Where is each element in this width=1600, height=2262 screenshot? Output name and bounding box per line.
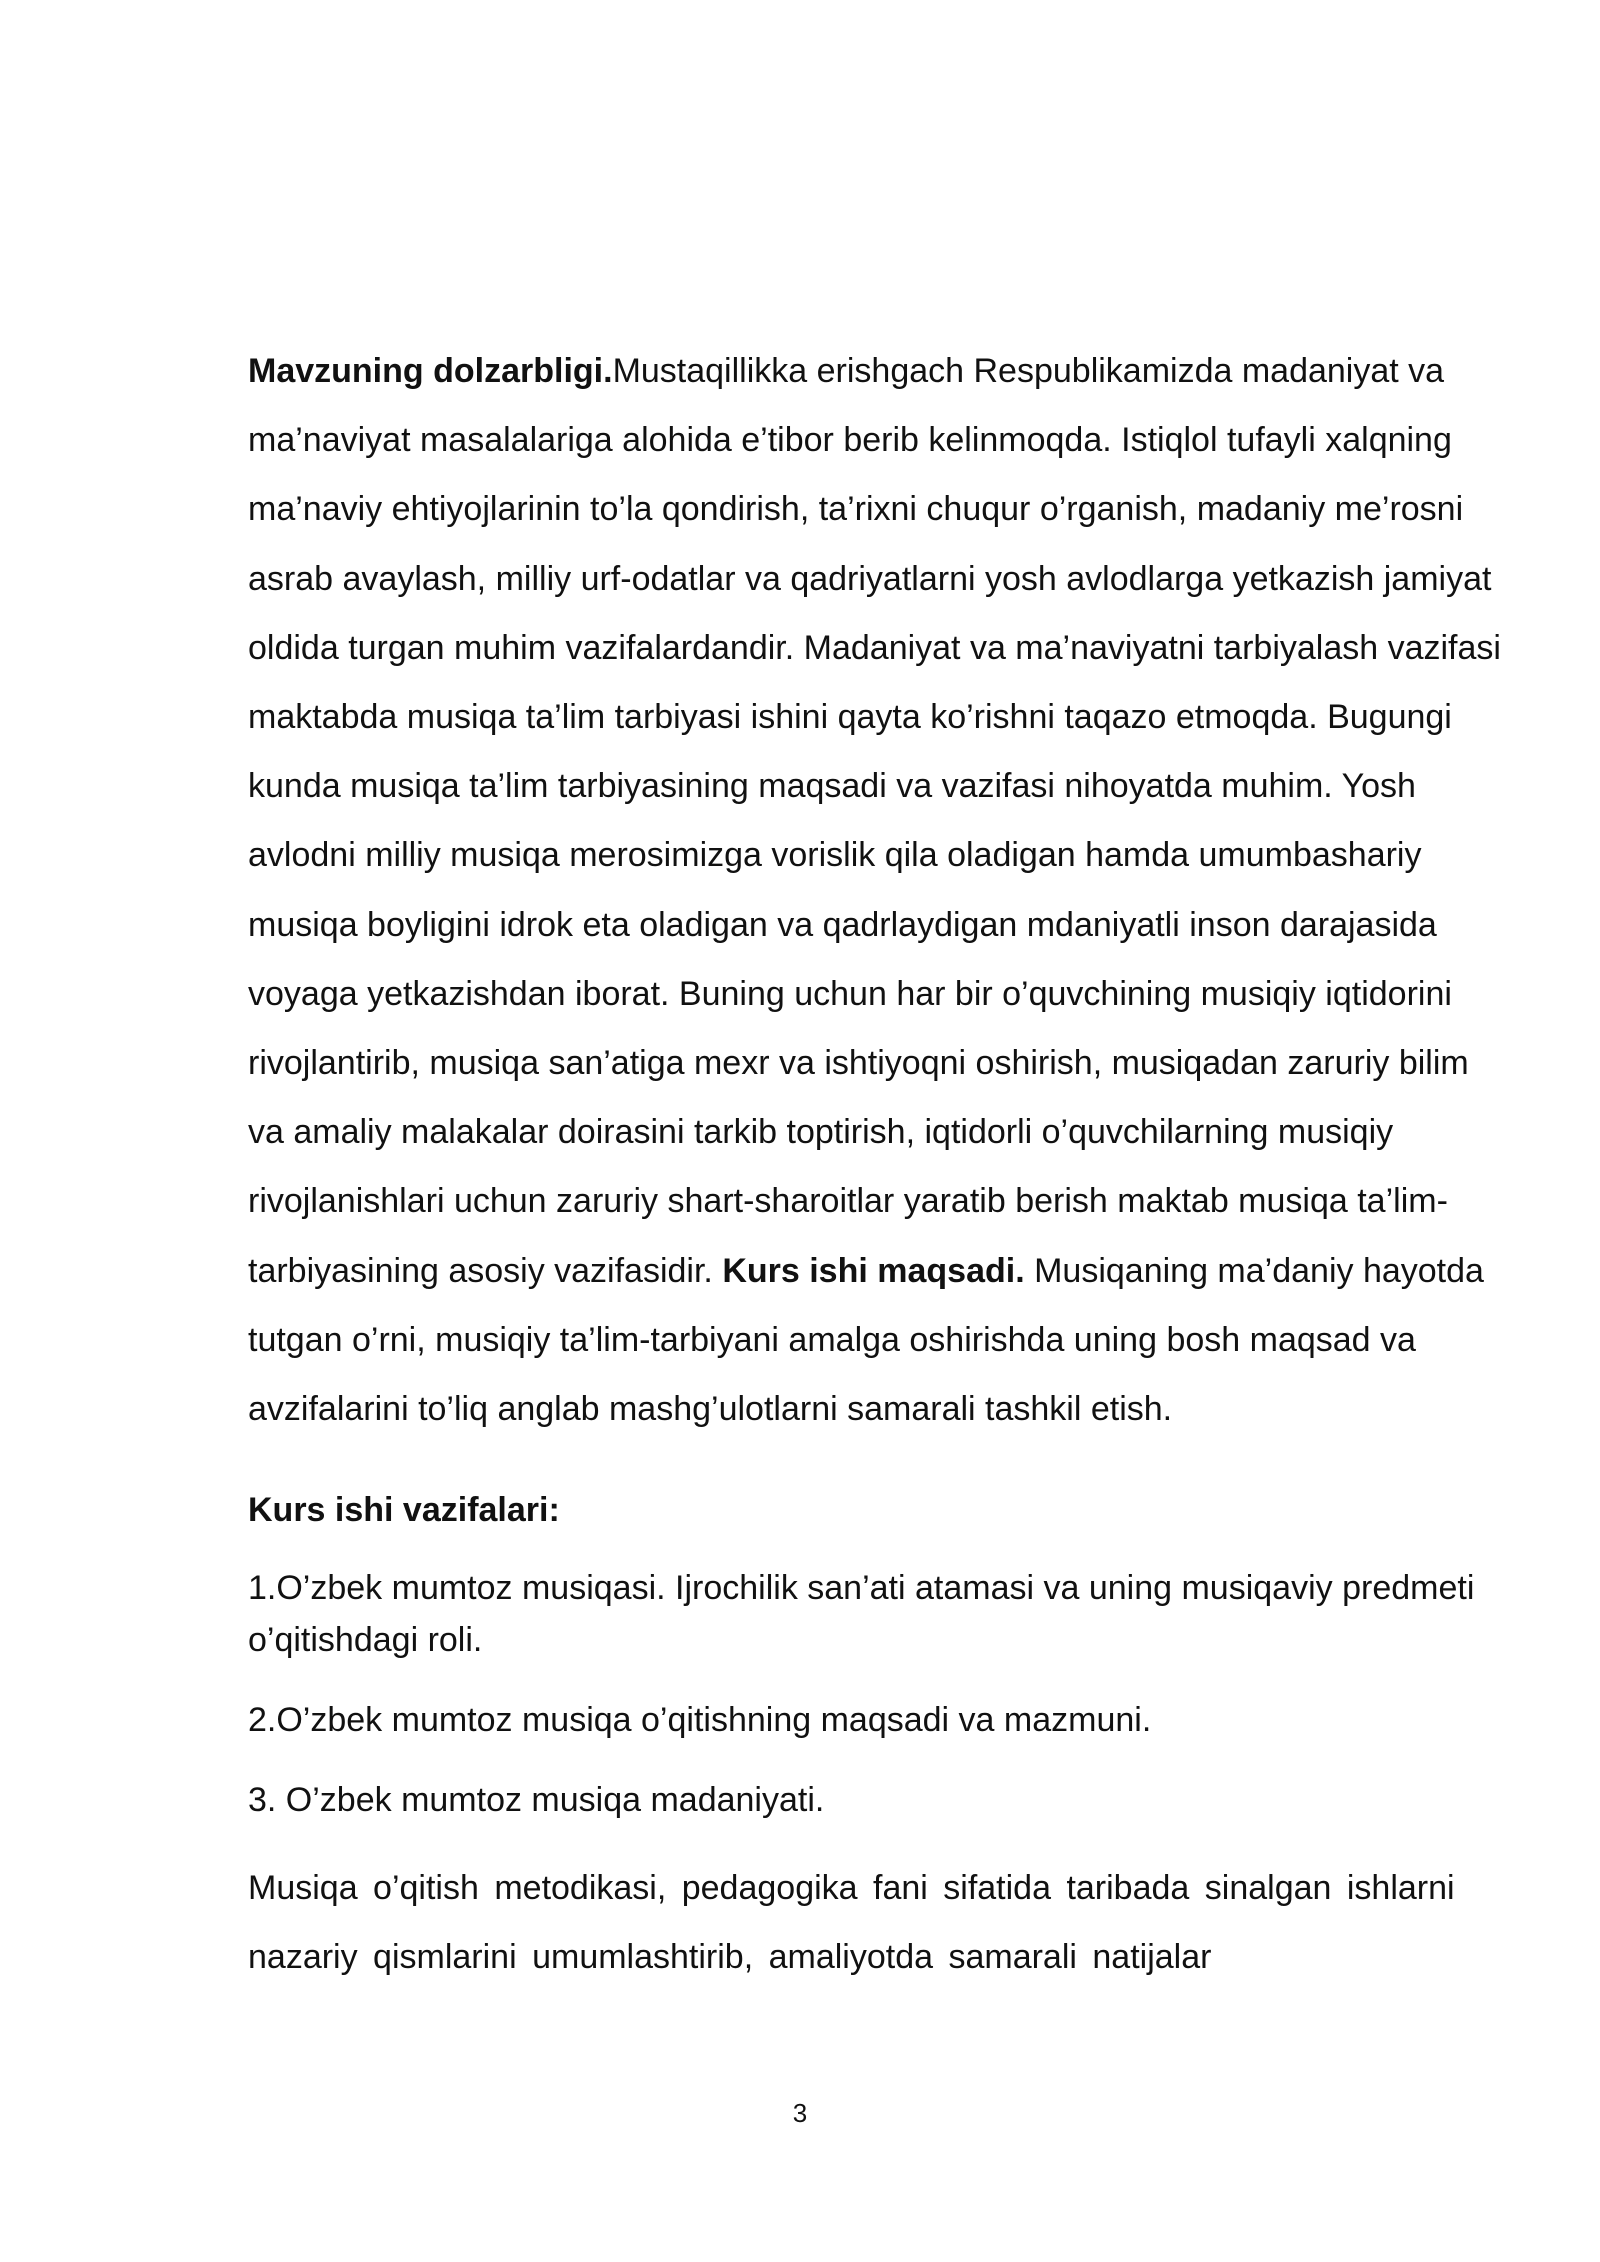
task-item: 2.O’zbek mumtoz musiqa o’qitishning maqsadi va mazmuni. bbox=[248, 1701, 1152, 1740]
task-item: 3. O’zbek mumtoz musiqa madaniyati. bbox=[248, 1781, 825, 1820]
task-item: 1.O’zbek mumtoz musiqasi. Ijrochilik san’ati atamasi va uning musiqaviy predmeti o’qitishdagi roli. bbox=[248, 1569, 1475, 1660]
intro-text: Mustaqillikka erishgach Respublikamizda madaniyat va ma’naviyat masalalariga alohida e’tibor berib kelinmoqda. Istiqlol tufayli xalqning ma’naviy ehtiyojlarinin to’la qondirish, ta’rixni chuqur o’rganish, madaniy me’rosni asrab avaylash, milliy urf-odatlar va qadriyatlarni yosh avlodlarga yetkazish jamiyat oldida turgan muhim vazifalardandir. Madaniyat va ma’naviyatni tarbiyalash vazifasi maktabda musiqa ta’lim tarbiyasi ishini qayta ko’rishni taqazo etmoqda. Bugungi kunda musiqa ta’lim tarbiyasining maqsadi va vazifasi nihoyatda muhim. Yosh avlodni milliy musiqa merosimizga vorislik qila oladigan hamda umumbashariy musiqa boyligini idrok eta oladigan va qadrlaydigan mdaniyatli inson darajasida voyaga yetkazishdan iborat. Buning uchun har bir o’quvchining musiqiy iqtidorini rivojlantirib, musiqa san’atiga mexr va ishtiyoqni oshirish, musiqadan zaruriy bilim va amaliy malakalar doirasini tarkib toptirish, iqtidorli o’quvchilarning musiqiy rivojlanishlari uchun zaruriy shart-sharoitlar yaratib berish maktab musiqa ta’lim-tarbiyasining asosiy vazifasidir. bbox=[248, 352, 1501, 1290]
goal-heading: Kurs ishi maqsadi. bbox=[722, 1251, 1025, 1290]
page-content bbox=[248, 337, 1508, 1992]
tasks-list bbox=[248, 1562, 1508, 1826]
closing-paragraph: Musiqa o’qitish metodikasi, pedagogika fani sifatida taribada sinalgan ishlarni nazariy qismlarini umumlashtirib, amaliyotda samarali natijalar bbox=[248, 1869, 1455, 1977]
tasks-heading: Kurs ishi vazifalari: bbox=[248, 1491, 560, 1530]
intro-paragraph bbox=[248, 337, 1508, 1444]
relevance-heading: Mavzuning dolzarbligi. bbox=[248, 352, 613, 390]
page-number: 3 bbox=[792, 2098, 808, 2128]
goal-text: Musiqaning ma’daniy hayotda tutgan o’rni, musiqiy ta’lim-tarbiyani amalga oshirishda uning bosh maqsad va avzifalarini to’liq anglab mashg’ulotlarni samarali tashkil etish. bbox=[248, 1251, 1484, 1429]
